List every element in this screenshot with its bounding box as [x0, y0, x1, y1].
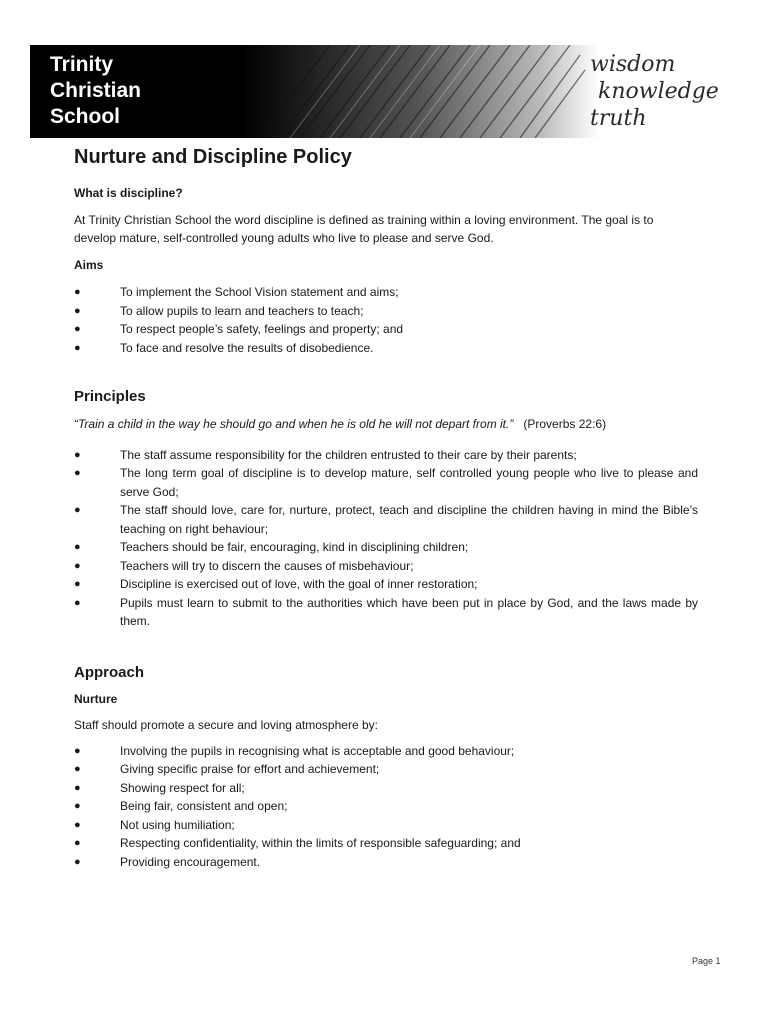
list-item [74, 446, 698, 465]
bullet-icon: ● [74, 744, 81, 757]
section-heading-aims: Aims [74, 257, 104, 272]
list-item-text: Discipline is exercised out of love, with the goal of inner restoration; [120, 577, 478, 591]
list-item-text: Teachers should be fair, encouraging, kind in disciplining children; [120, 540, 469, 554]
list-item [74, 302, 698, 321]
school-name-line: Trinity [50, 53, 114, 76]
list-item-text: To allow pupils to learn and teachers to teach; [120, 303, 364, 318]
list-item-text: The staff assume responsibility for the children entrusted to their care by their parents; [120, 447, 577, 462]
list-item [74, 760, 698, 779]
bible-quote [74, 415, 698, 434]
bullet-icon: ● [74, 763, 81, 775]
school-name-line: Christian [50, 79, 142, 102]
list-item-text: Giving specific praise for effort and achievement; [120, 762, 380, 776]
discipline-definition: At Trinity Christian School the word discipline is defined as training within a loving environment. The goal is to develop mature, self-controlled young adults who live to please and serve God. [74, 212, 654, 245]
list-item [74, 594, 698, 631]
bullet-icon: ● [74, 837, 81, 849]
list-item-text: Involving the pupils in recognising what is acceptable and good behaviour; [120, 743, 515, 758]
list-item [74, 853, 698, 872]
list-item [74, 283, 698, 302]
list-item-text: To respect people’s safety, feelings and property; and [120, 322, 404, 336]
list-item-text: To implement the School Vision statement and aims; [120, 285, 399, 299]
subsection-heading-nurture: Nurture [74, 691, 118, 706]
section-heading-approach: Approach [74, 663, 145, 681]
list-item-text: Teachers will try to discern the causes of misbehaviour; [120, 558, 414, 573]
list-item [74, 320, 698, 339]
bullet-icon: ● [74, 596, 81, 609]
list-item-text: Being fair, consistent and open; [120, 799, 288, 813]
list-item [74, 742, 698, 761]
motto-line: knowledge [598, 79, 719, 104]
header-banner [30, 45, 740, 138]
bullet-icon: ● [74, 855, 81, 868]
bullet-icon: ● [74, 541, 81, 553]
list-item [74, 834, 698, 853]
list-item [74, 779, 698, 798]
list-item-text: Respecting confidentiality, within the limits of responsible safeguarding; and [120, 836, 521, 850]
school-motto [590, 51, 719, 132]
bullet-icon: ● [74, 800, 81, 812]
list-item-text: Pupils must learn to submit to the authorities which have been put in place by God, and the laws made by them. [120, 595, 698, 628]
list-item-text: Showing respect for all; [120, 780, 245, 795]
bullet-icon: ● [74, 504, 81, 516]
list-item-text: Not using humiliation; [120, 817, 235, 832]
bullet-icon: ● [74, 818, 81, 831]
bullet-icon: ● [74, 578, 81, 590]
list-item-text: Providing encouragement. [120, 854, 261, 869]
bullet-icon: ● [74, 286, 81, 298]
page-title: Nurture and Discipline Policy [74, 146, 352, 168]
list-item [74, 816, 698, 835]
list-item-text: The staff should love, care for, nurture, protect, teach and discipline the children having in mind the Bible’s teaching on right behaviour; [120, 503, 698, 536]
bullet-icon: ● [74, 323, 81, 335]
bullet-icon: ● [74, 559, 81, 572]
bullet-icon: ● [74, 341, 81, 354]
list-item [74, 557, 698, 576]
list-item [74, 501, 698, 538]
bullet-icon: ● [74, 781, 81, 794]
bullet-icon: ● [74, 467, 81, 479]
list-item [74, 464, 698, 501]
section-heading-principles: Principles [74, 388, 146, 405]
list-item-text: The long term goal of discipline is to develop mature, self controlled young people who live to please and serve God; [120, 466, 698, 499]
quote-reference: (Proverbs 22:6) [523, 417, 607, 431]
aims-list [74, 283, 698, 357]
document-body [74, 143, 698, 871]
page-number: Page 1 [692, 956, 721, 966]
bullet-icon: ● [74, 304, 81, 317]
list-item [74, 797, 698, 816]
list-item [74, 339, 698, 358]
bullet-icon: ● [74, 448, 81, 461]
list-item-text: To face and resolve the results of disobedience. [120, 340, 374, 355]
principles-list [74, 446, 698, 631]
school-name [50, 52, 141, 130]
list-item [74, 538, 698, 557]
section-heading-what-is-discipline: What is discipline? [74, 186, 183, 200]
school-name-line: School [50, 105, 121, 128]
motto-line: truth [590, 106, 647, 131]
nurture-intro: Staff should promote a secure and loving atmosphere by: [74, 718, 378, 732]
quote-text: “Train a child in the way he should go and when he is old he will not depart from it.” [74, 417, 514, 431]
motto-line: wisdom [590, 52, 676, 77]
nurture-list [74, 742, 698, 872]
list-item [74, 575, 698, 594]
